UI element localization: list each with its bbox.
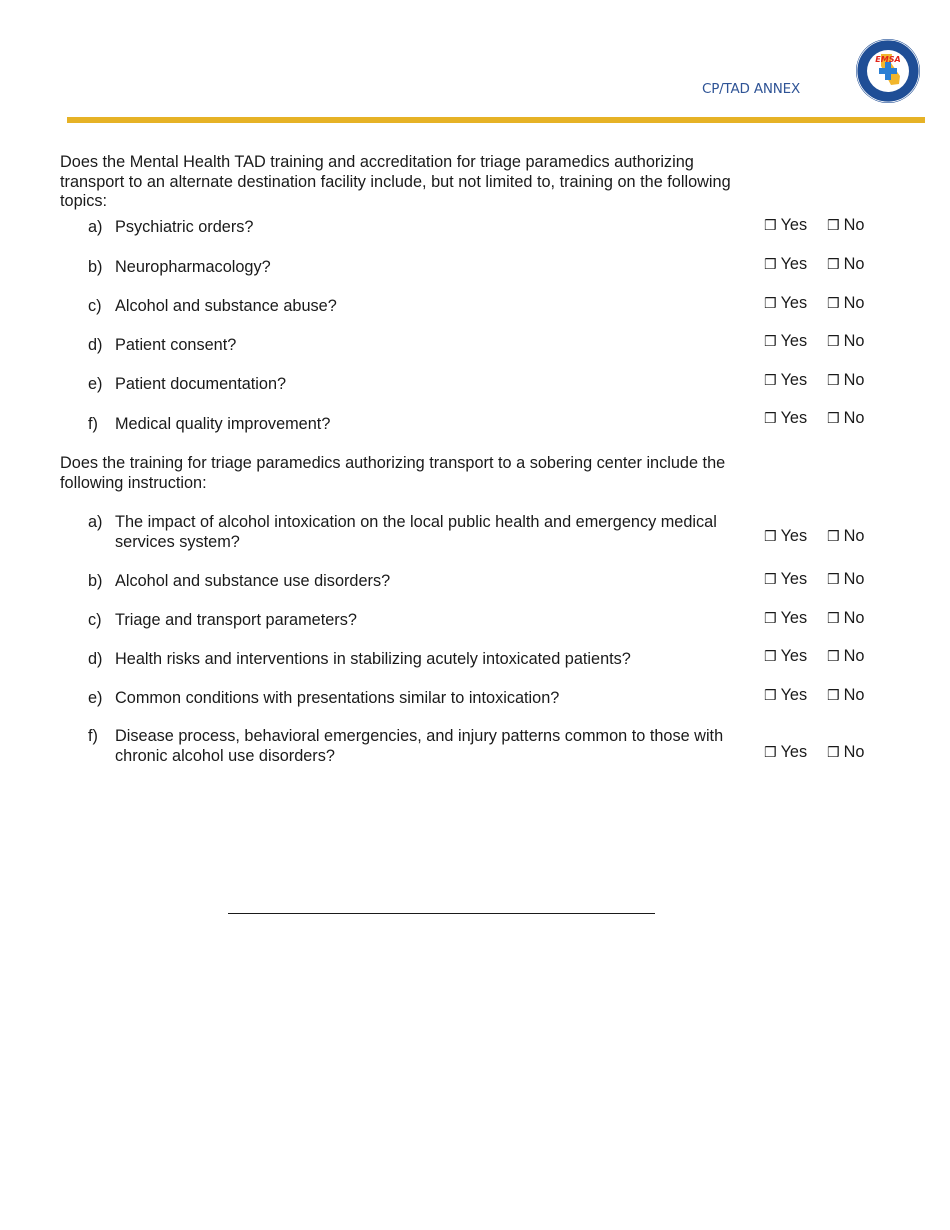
yes-label: Yes: [780, 255, 808, 273]
item-text: Patient consent?: [115, 336, 237, 354]
item-text: Alcohol and substance abuse?: [115, 297, 337, 315]
no-label: No: [843, 609, 865, 627]
yes-no-choices: [764, 743, 894, 764]
no-checkbox[interactable]: [827, 686, 864, 707]
checkbox-icon: ❒: [764, 296, 777, 312]
checkbox-icon: ❒: [764, 257, 777, 273]
no-label: No: [843, 255, 865, 273]
item-letter: c): [88, 611, 102, 629]
yes-label: Yes: [780, 527, 808, 545]
checkbox-icon: ❒: [827, 334, 840, 350]
emsa-seal-icon: [855, 38, 921, 104]
section-1-question: Does the Mental Health TAD training and accreditation for triage paramedics authorizing transport to an alternate destination facility include, but not limited to, training on the following topics:: [60, 153, 731, 210]
yes-checkbox[interactable]: [764, 294, 807, 315]
yes-checkbox[interactable]: [764, 609, 807, 630]
item-letter: a): [88, 218, 103, 236]
yes-no-choices: [764, 216, 894, 237]
checkbox-icon: ❒: [827, 257, 840, 273]
no-checkbox[interactable]: [827, 647, 864, 668]
no-label: No: [843, 332, 865, 350]
checkbox-icon: ❒: [764, 649, 777, 665]
no-label: No: [843, 570, 865, 588]
no-label: No: [843, 294, 865, 312]
checkbox-icon: ❒: [827, 572, 840, 588]
checkbox-icon: ❒: [764, 529, 777, 545]
item-text: Psychiatric orders?: [115, 218, 254, 236]
checkbox-icon: ❒: [764, 745, 777, 761]
no-checkbox[interactable]: [827, 371, 864, 392]
no-label: No: [843, 409, 865, 427]
item-letter: e): [88, 689, 103, 707]
no-label: No: [843, 647, 865, 665]
item-text: Triage and transport parameters?: [115, 611, 357, 629]
yes-checkbox[interactable]: [764, 371, 807, 392]
no-label: No: [843, 216, 865, 234]
yes-no-choices: [764, 570, 894, 591]
item-text: Disease process, behavioral emergencies, and injury patterns common to those with chronic alcohol use disorders?: [115, 727, 724, 765]
checkbox-icon: ❒: [827, 411, 840, 427]
item-text: Health risks and interventions in stabilizing acutely intoxicated patients?: [115, 650, 631, 668]
yes-checkbox[interactable]: [764, 686, 807, 707]
no-checkbox[interactable]: [827, 609, 864, 630]
no-label: No: [843, 743, 865, 761]
no-checkbox[interactable]: [827, 294, 864, 315]
yes-no-choices: [764, 609, 894, 630]
no-checkbox[interactable]: [827, 743, 864, 764]
checkbox-icon: ❒: [764, 334, 777, 350]
item-text: Common conditions with presentations similar to intoxication?: [115, 689, 560, 707]
item-letter: d): [88, 336, 103, 354]
item-letter: e): [88, 375, 103, 393]
yes-checkbox[interactable]: [764, 216, 807, 237]
yes-label: Yes: [780, 647, 808, 665]
yes-label: Yes: [780, 216, 808, 234]
yes-label: Yes: [780, 743, 808, 761]
logo-center-text: EMSA: [875, 55, 901, 64]
no-checkbox[interactable]: [827, 570, 864, 591]
item-letter: f): [88, 727, 98, 745]
yes-no-choices: [764, 686, 894, 707]
yes-no-choices: [764, 294, 894, 315]
yes-label: Yes: [780, 409, 808, 427]
yes-checkbox[interactable]: [764, 409, 807, 430]
yes-no-choices: [764, 255, 894, 276]
checkbox-icon: ❒: [827, 611, 840, 627]
yes-label: Yes: [780, 609, 808, 627]
yes-checkbox[interactable]: [764, 570, 807, 591]
checkbox-icon: ❒: [827, 373, 840, 389]
checkbox-icon: ❒: [764, 411, 777, 427]
item-letter: f): [88, 415, 98, 433]
yes-no-choices: [764, 332, 894, 353]
yes-label: Yes: [780, 294, 808, 312]
no-checkbox[interactable]: [827, 409, 864, 430]
checkbox-icon: ❒: [764, 373, 777, 389]
item-letter: a): [88, 513, 103, 531]
no-checkbox[interactable]: [827, 527, 864, 548]
no-checkbox[interactable]: [827, 255, 864, 276]
signature-line: [228, 913, 655, 914]
item-text: Medical quality improvement?: [115, 415, 331, 433]
checkbox-icon: ❒: [827, 688, 840, 704]
checkbox-icon: ❒: [827, 218, 840, 234]
item-letter: c): [88, 297, 102, 315]
no-label: No: [843, 371, 865, 389]
yes-no-choices: [764, 371, 894, 392]
yes-no-choices: [764, 527, 894, 548]
no-label: No: [843, 527, 865, 545]
yes-checkbox[interactable]: [764, 743, 807, 764]
header-divider: [67, 117, 925, 123]
item-text: Alcohol and substance use disorders?: [115, 572, 391, 590]
checkbox-icon: ❒: [827, 745, 840, 761]
yes-checkbox[interactable]: [764, 647, 807, 668]
item-text: Neuropharmacology?: [115, 258, 271, 276]
no-label: No: [843, 686, 865, 704]
checkbox-icon: ❒: [764, 572, 777, 588]
section-2-question: Does the training for triage paramedics authorizing transport to a sobering center include the following instruction:: [60, 454, 726, 492]
item-letter: b): [88, 258, 103, 276]
checkbox-icon: ❒: [827, 649, 840, 665]
yes-checkbox[interactable]: [764, 255, 807, 276]
yes-checkbox[interactable]: [764, 527, 807, 548]
checkbox-icon: ❒: [827, 529, 840, 545]
yes-no-choices: [764, 647, 894, 668]
yes-label: Yes: [780, 686, 808, 704]
no-checkbox[interactable]: [827, 216, 864, 237]
checkbox-icon: ❒: [764, 688, 777, 704]
item-letter: b): [88, 572, 103, 590]
item-letter: d): [88, 650, 103, 668]
yes-checkbox[interactable]: [764, 332, 807, 353]
checkbox-icon: ❒: [764, 611, 777, 627]
yes-label: Yes: [780, 371, 808, 389]
yes-no-choices: [764, 409, 894, 430]
no-checkbox[interactable]: [827, 332, 864, 353]
yes-label: Yes: [780, 332, 808, 350]
item-text: The impact of alcohol intoxication on the local public health and emergency medical services system?: [115, 513, 717, 551]
yes-label: Yes: [780, 570, 808, 588]
checkbox-icon: ❒: [827, 296, 840, 312]
annex-label: CP/TAD ANNEX: [702, 81, 801, 97]
item-text: Patient documentation?: [115, 375, 287, 393]
checkbox-icon: ❒: [764, 218, 777, 234]
